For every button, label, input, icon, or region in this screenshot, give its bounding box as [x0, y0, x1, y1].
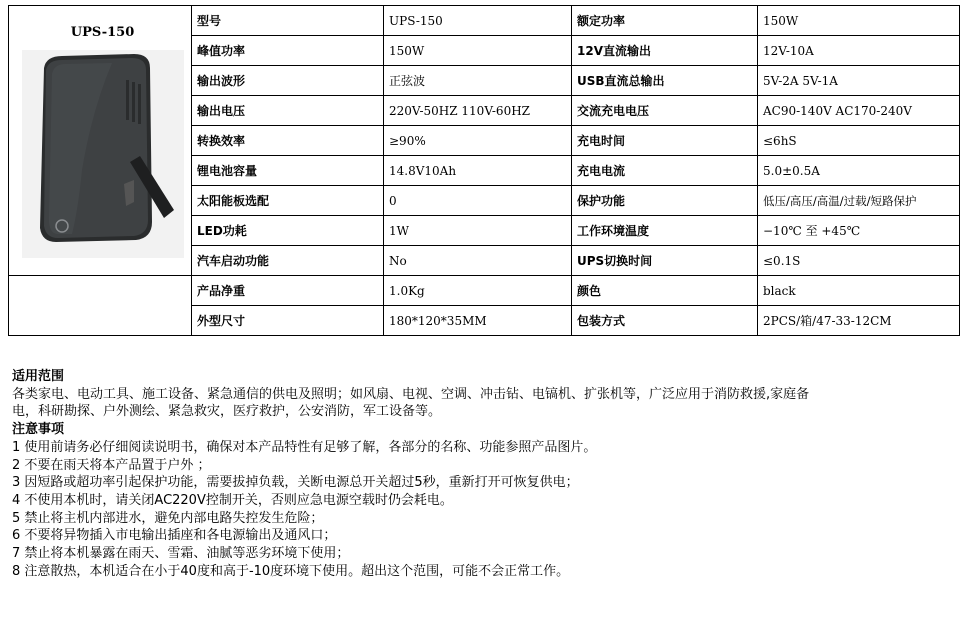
scope-heading: 适用范围 [12, 369, 65, 384]
spec-label: 输出电压 [192, 96, 384, 126]
spec-value: AC90-140V AC170-240V [758, 96, 960, 126]
spec-value: 1.0Kg [384, 276, 572, 306]
spec-label: 产品净重 [192, 276, 384, 306]
spec-value: 150W [758, 6, 960, 36]
spec-value: black [758, 276, 960, 306]
spec-label: UPS切换时间 [572, 246, 758, 276]
spec-label: 型号 [192, 6, 384, 36]
spec-table-body [9, 6, 960, 336]
spec-label: 交流充电电压 [572, 96, 758, 126]
spec-value: 0 [384, 186, 572, 216]
spec-table [8, 5, 960, 336]
ups-device-image [22, 50, 184, 258]
note-item: 8 注意散热，本机适合在小于40度和高于-10度环境下使用。超出这个范围，可能不会正常工作。 [12, 563, 570, 579]
spec-value: 14.8V10Ah [384, 156, 572, 186]
spec-value: 150W [384, 36, 572, 66]
spec-value: 180*120*35MM [384, 306, 572, 336]
spec-value: 5V-2A 5V-1A [758, 66, 960, 96]
note-item: 2 不要在雨天将本产品置于户外 ； [12, 457, 211, 473]
spec-label: 锂电池容量 [192, 156, 384, 186]
spec-value: −10℃ 至 +45℃ [758, 216, 960, 246]
note-item: 7 禁止将本机暴露在雨天、雪霜、油腻等恶劣环境下使用； [12, 546, 350, 562]
note-item: 6 不要将异物插入市电输出插座和各电源输出及通风口； [12, 528, 337, 544]
photo-spacer-cell [9, 276, 192, 336]
table-row [9, 6, 960, 36]
note-item: 5 禁止将主机内部进水，避免内部电路失控发生危险； [12, 510, 324, 526]
notes-section [12, 368, 957, 580]
note-item: 3 因短路或超功率引起保护功能，需要拔掉负载，关断电源总开关超过5秒，重新打开可恢复供电； [12, 475, 579, 491]
scope-line: 电，科研勘探、户外测绘、紧急救灾，医疗救护，公安消防，军工设备等。 [12, 404, 442, 420]
spec-label: 12V直流输出 [572, 36, 758, 66]
spec-label: 汽车启动功能 [192, 246, 384, 276]
scope-line: 各类家电、电动工具、施工设备、紧急通信的供电及照明；如风扇、电视、空调、冲击钻、电镐机、扩张机等，广泛应用于消防救援,家庭备 [12, 386, 810, 402]
spec-value: 正弦波 [384, 66, 572, 96]
spec-label: LED功耗 [192, 216, 384, 246]
spec-label: 保护功能 [572, 186, 758, 216]
spec-label: 充电电流 [572, 156, 758, 186]
spec-value: 12V-10A [758, 36, 960, 66]
spec-label: 输出波形 [192, 66, 384, 96]
notes-heading: 注意事项 [12, 422, 65, 438]
spec-label: 工作环境温度 [572, 216, 758, 246]
spec-value: 5.0±0.5A [758, 156, 960, 186]
spec-value: UPS-150 [384, 6, 572, 36]
spec-label: 额定功率 [572, 6, 758, 36]
product-photo-cell [9, 6, 192, 276]
note-item: 4 不使用本机时，请关闭AC220V控制开关，否则应急电源空载时仍会耗电。 [12, 492, 453, 508]
spec-label: 转换效率 [192, 126, 384, 156]
spec-value: 220V-50HZ 110V-60HZ [384, 96, 572, 126]
spec-value: No [384, 246, 572, 276]
spec-value: ≤0.1S [758, 246, 960, 276]
spec-label: USB直流总输出 [572, 66, 758, 96]
spec-value: 低压/高压/高温/过载/短路保护 [758, 186, 960, 216]
note-item: 1 使用前请务必仔细阅读说明书，确保对本产品特性有足够了解，各部分的名称、功能参照产品图片。 [12, 439, 597, 455]
spec-value: ≥90% [384, 126, 572, 156]
model-title: UPS-150 [70, 25, 135, 40]
spec-label: 充电时间 [572, 126, 758, 156]
spec-label: 峰值功率 [192, 36, 384, 66]
spec-value: 2PCS/箱/47-33-12CM [758, 306, 960, 336]
spec-value: 1W [384, 216, 572, 246]
spec-value: ≤6hS [758, 126, 960, 156]
spec-label: 颜色 [572, 276, 758, 306]
spec-label: 太阳能板选配 [192, 186, 384, 216]
table-row [9, 276, 960, 306]
spec-label: 包装方式 [572, 306, 758, 336]
spec-label: 外型尺寸 [192, 306, 384, 336]
